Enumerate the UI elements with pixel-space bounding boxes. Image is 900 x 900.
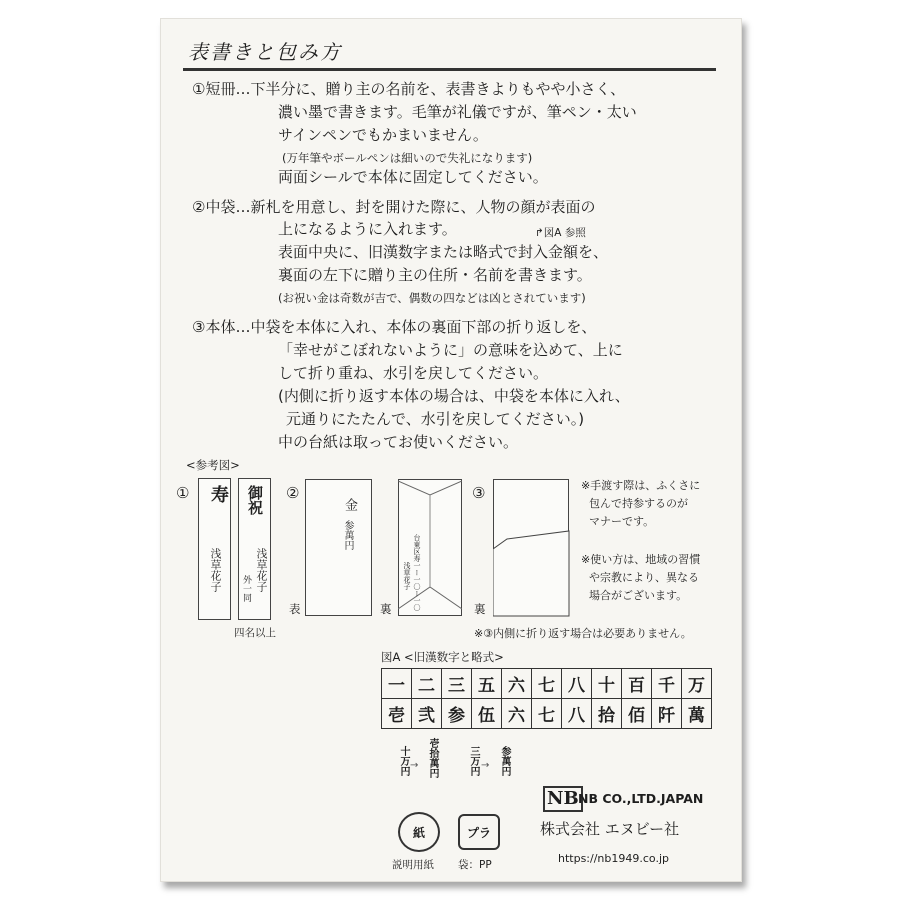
daiji-cell: 阡 (652, 699, 682, 729)
example1-right: 壱拾萬円 (427, 738, 438, 778)
note2-line1: ※使い方は、地域の習慣 (581, 553, 701, 566)
section1-line3: サインペンでもかまいません。 (278, 126, 488, 144)
ref-fig-label: <参考図> (186, 458, 240, 472)
paper-recycle-label: 説明用紙 (392, 859, 434, 871)
naka-front-amount: 参萬円 (342, 520, 353, 550)
arrow-icon: → (481, 760, 490, 771)
ura-label-1: 裏 (380, 602, 392, 616)
section1-line4: (万年筆やボールペンは細いので失礼になります) (282, 151, 533, 165)
kanji-cell: 六 (502, 669, 532, 699)
fig-a-label: 図A <旧漢数字と略式> (381, 650, 504, 664)
daiji-cell: 七 (532, 699, 562, 729)
tanzaku2-name2: 外一同 (241, 575, 251, 602)
nakabukuro-back-folds (398, 479, 462, 616)
daiji-cell: 壱 (382, 699, 412, 729)
daiji-cell: 六 (502, 699, 532, 729)
daiji-cell: 拾 (592, 699, 622, 729)
four-names-label: 四名以上 (234, 627, 276, 639)
plastic-recycle-label: 袋：PP (458, 859, 492, 871)
note1-line1: ※手渡す際は、ふくさに (581, 479, 701, 492)
ref-num-1: ① (176, 484, 190, 502)
kanji-table (381, 668, 712, 729)
ref-num-2: ② (286, 484, 300, 502)
note1-line2: 包んで持参するのが (589, 497, 688, 510)
section3-line2: 「幸せがこぼれないように」の意味を込めて、上に (278, 341, 623, 359)
title-underline (183, 68, 716, 71)
section3-line1: ③本体…中袋を本体に入れ、本体の裏面下部の折り返しを、 (192, 318, 597, 336)
hontai-fold (493, 479, 571, 618)
paper-recycle-icon: 紙 (398, 812, 440, 852)
naka-front-top: 金 (342, 498, 357, 511)
kanji-cell: 千 (652, 669, 682, 699)
kanji-cell: 二 (412, 669, 442, 699)
arrow-icon: → (410, 760, 419, 771)
section2-line1: ②中袋…新札を用意し、封を開けた際に、人物の顔が表面の (192, 198, 596, 216)
note3: ※③内側に折り返す場合は必要ありません。 (474, 627, 692, 640)
note2-line2: や宗教により、異なる (589, 571, 699, 584)
ura-label-2: 裏 (474, 602, 486, 616)
example1-left: 十万円 (398, 746, 409, 776)
company-url: https://nb1949.co.jp (558, 852, 669, 865)
note2-line3: 場合がございます。 (589, 589, 688, 602)
tanzaku2-top: 御祝 (246, 485, 264, 515)
daiji-cell: 佰 (622, 699, 652, 729)
tanzaku1-top: 寿 (208, 485, 229, 503)
company-name-jp: 株式会社 エヌビー社 (540, 820, 680, 838)
daiji-cell: 八 (562, 699, 592, 729)
section3-line4: (内側に折り返す本体の場合は、中袋を本体に入れ、 (278, 387, 630, 405)
section2-line5: (お祝い金は奇数が吉で、偶数の四などは凶とされています) (278, 291, 586, 305)
daiji-cell: 伍 (472, 699, 502, 729)
note1-line3: マナーです。 (589, 515, 655, 528)
kanji-cell: 一 (382, 669, 412, 699)
section1-line5: 両面シールで本体に固定してください。 (278, 168, 548, 186)
tanzaku1-name: 浅草花子 (209, 548, 222, 592)
company-name-en: NB CO.,LTD.JAPAN (578, 791, 704, 806)
section1-line2: 濃い墨で書きます。毛筆が礼儀ですが、筆ペン・太い (278, 103, 637, 121)
naka-back-name: 浅草花子 (403, 562, 411, 590)
plastic-recycle-icon: プラ (458, 814, 500, 850)
nakabukuro-front (305, 479, 372, 616)
company-logo-icon: NB (543, 786, 583, 812)
section3-line5: 元通りにたたんで、水引を戻してください。) (286, 410, 585, 428)
tanzaku2-name1: 浅草花子 (255, 548, 268, 592)
kanji-cell: 八 (562, 669, 592, 699)
section1-line1: ①短冊…下半分に、贈り主の名前を、表書きよりもやや小さく、 (192, 80, 626, 98)
kanji-cell: 五 (472, 669, 502, 699)
daiji-cell: 参 (442, 699, 472, 729)
daiji-cell: 萬 (682, 699, 712, 729)
omote-label: 表 (289, 602, 301, 616)
daiji-cell: 弐 (412, 699, 442, 729)
section2-ref: ↱図A 参照 (535, 227, 586, 239)
section2-line4: 裏面の左下に贈り主の住所・名前を書きます。 (278, 266, 592, 284)
kanji-cell: 七 (532, 669, 562, 699)
section2-line3: 表面中央に、旧漢数字または略式で封入金額を、 (278, 243, 609, 261)
naka-back-addr: 台東区寿一ー一〇ー一〇 (413, 534, 421, 611)
page-title: 表書きと包み方 (188, 40, 342, 64)
example2-left: 三万円 (468, 746, 479, 776)
kanji-cell: 十 (592, 669, 622, 699)
section3-line6: 中の台紙は取ってお使いください。 (278, 433, 519, 451)
section3-line3: して折り重ね、水引を戻してください。 (278, 364, 549, 382)
kanji-cell: 百 (622, 669, 652, 699)
section2-line2: 上になるように入れます。 (278, 220, 457, 238)
kanji-cell: 三 (442, 669, 472, 699)
kanji-cell: 万 (682, 669, 712, 699)
ref-num-3: ③ (472, 484, 486, 502)
example2-right: 参萬円 (499, 746, 510, 776)
